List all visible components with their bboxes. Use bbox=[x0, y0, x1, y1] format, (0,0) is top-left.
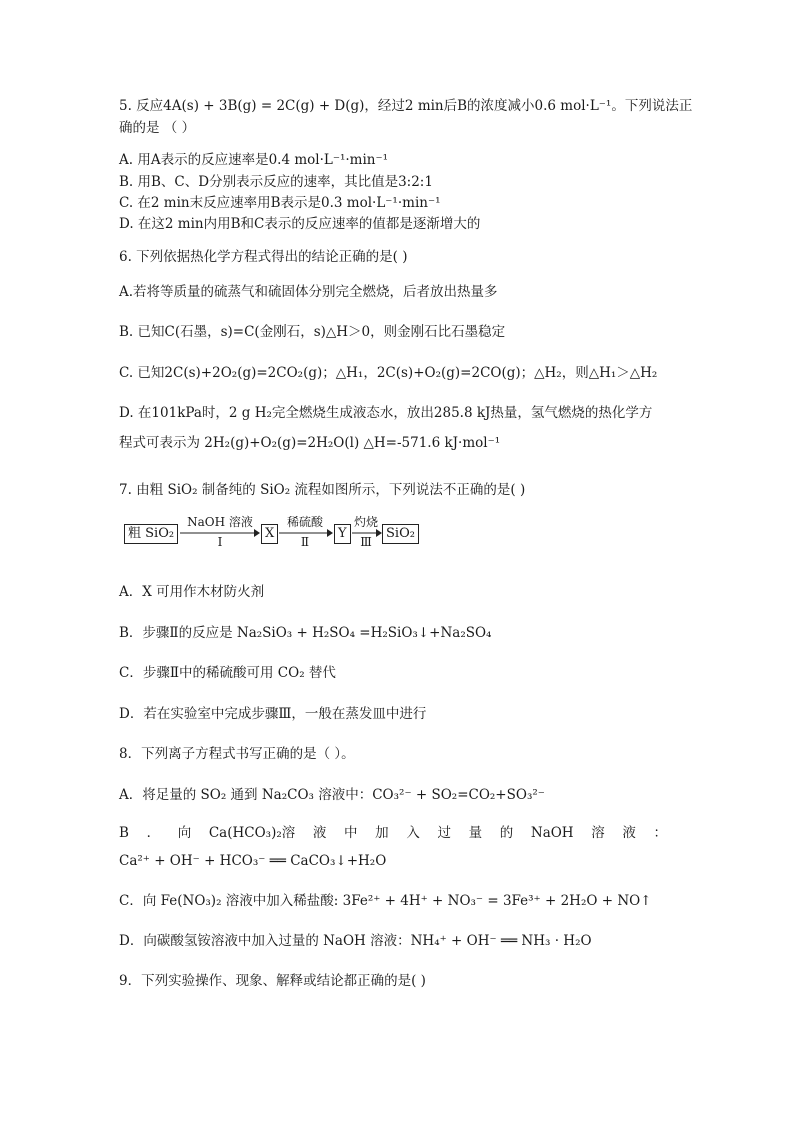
q8-b-token: Ca(HCO₃)₂溶 bbox=[208, 825, 296, 841]
q6-option-d-line1: D. 在101kPa时，2 g H₂完全燃烧生成液态水，放出285.8 kJ热量，氢气燃烧的热化学方 bbox=[119, 405, 653, 421]
q7-option-d: D．若在实验室中完成步骤Ⅲ，一般在蒸发皿中进行 bbox=[119, 706, 427, 722]
flow-box-pure-sio2: SiO₂ bbox=[382, 524, 419, 544]
q5-option-d: D. 在这2 min内用B和C表示的反应速率的值都是逐渐增大的 bbox=[119, 216, 481, 232]
q8-b-token: NaOH bbox=[530, 825, 574, 841]
q8-option-b-line2: Ca²⁺ + OH⁻ + HCO₃⁻ ══ CaCO₃↓+H₂O bbox=[119, 853, 387, 869]
q6-stem: 6. 下列依据热化学方程式得出的结论正确的是( ) bbox=[119, 249, 408, 265]
q8-option-a: A．将足量的 SO₂ 通到 Na₂CO₃ 溶液中：CO₃²⁻ + SO₂=CO₂+SO₃²⁻ bbox=[119, 787, 545, 803]
q8-b-token: 的 bbox=[499, 825, 514, 841]
q8-b-token: 液 bbox=[312, 825, 327, 841]
q5-option-a: A. 用A表示的反应速率是0.4 mol·L⁻¹·min⁻¹ bbox=[119, 152, 389, 168]
q7-option-c: C．步骤Ⅱ中的稀硫酸可用 CO₂ 替代 bbox=[119, 665, 336, 681]
q6-option-a: A.若将等质量的硫蒸气和硫固体分别完全燃烧，后者放出热量多 bbox=[119, 284, 498, 300]
q8-b-token: ． bbox=[146, 825, 161, 841]
q8-option-d: D．向碳酸氢铵溶液中加入过量的 NaOH 溶液：NH₄⁺ + OH⁻ ══ NH₃ · H₂O bbox=[119, 933, 592, 949]
q6-option-d-line2: 程式可表示为 2H₂(g)+O₂(g)=2H₂O(l) △H=-571.6 kJ·mol⁻¹ bbox=[119, 435, 501, 451]
flow-step3-reagent: 灼烧 bbox=[353, 515, 378, 529]
q8-b-token: 入 bbox=[406, 825, 420, 841]
q7-stem: 7. 由粗 SiO₂ 制备纯的 SiO₂ 流程如图所示，下列说法不正确的是( ) bbox=[119, 482, 526, 498]
q6-option-b: B. 已知C(石墨，s)=C(金刚石，s)△H＞0，则金刚石比石墨稳定 bbox=[119, 324, 506, 340]
flow-step2-number: Ⅱ bbox=[300, 535, 310, 549]
q8-option-c: C．向 Fe(NO₃)₂ 溶液中加入稀盐酸: 3Fe²⁺ + 4H⁺ + NO₃⁻ = 3Fe³⁺ + 2H₂O + NO↑ bbox=[119, 893, 652, 909]
flow-step1-reagent: NaOH 溶液 bbox=[187, 515, 253, 529]
q8-option-b-line1 bbox=[119, 824, 667, 842]
flow-box-y: Y bbox=[334, 524, 351, 544]
flow-box-x: X bbox=[261, 524, 278, 544]
q7-option-b: B．步骤Ⅱ的反应是 Na₂SiO₃ + H₂SO₄ =H₂SiO₃↓+Na₂SO₄ bbox=[119, 625, 492, 641]
q6-option-c: C. 已知2C(s)+2O₂(g)=2CO₂(g)；△H₁，2C(s)+O₂(g)=2CO(g)；△H₂，则△H₁＞△H₂ bbox=[119, 365, 658, 381]
q8-b-token: 加 bbox=[375, 825, 389, 841]
q8-b-token: 中 bbox=[344, 825, 358, 841]
q8-b-token: 溶 bbox=[591, 825, 605, 841]
q8-b-token: 量 bbox=[468, 825, 483, 841]
q9-stem: 9．下列实验操作、现象、解释或结论都正确的是( ) bbox=[119, 973, 426, 989]
q8-b-token: 向 bbox=[177, 825, 192, 841]
q8-b-token: 过 bbox=[437, 825, 451, 841]
q5-option-b: B. 用B、C、D分别表示反应的速率，其比值是3:2:1 bbox=[119, 174, 433, 190]
q7-option-a: A．X 可用作木材防火剂 bbox=[119, 584, 265, 600]
flow-step2-reagent: 稀硫酸 bbox=[286, 515, 323, 529]
q8-b-token: 液 bbox=[622, 825, 636, 841]
q5-stem-line1: 5. 反应4A(s) + 3B(g) = 2C(g) + D(g)，经过2 min后B的浓度减小0.6 mol·L⁻¹。下列说法正 bbox=[119, 98, 693, 114]
q5-option-c: C. 在2 min末反应速率用B表示是0.3 mol·L⁻¹·min⁻¹ bbox=[119, 195, 441, 211]
q8-b-token: ： bbox=[653, 825, 667, 841]
q8-b-token: B bbox=[119, 825, 129, 841]
q5-stem-line2: 确的是 （ ） bbox=[119, 120, 196, 136]
flow-box-crude-sio2: 粗 SiO₂ bbox=[124, 524, 178, 544]
q7-flow-diagram bbox=[124, 514, 424, 554]
flow-step3-number: Ⅲ bbox=[360, 535, 372, 549]
flow-step1-number: Ⅰ bbox=[217, 535, 223, 549]
q8-stem: 8．下列离子方程式书写正确的是（ ）。 bbox=[119, 746, 355, 762]
